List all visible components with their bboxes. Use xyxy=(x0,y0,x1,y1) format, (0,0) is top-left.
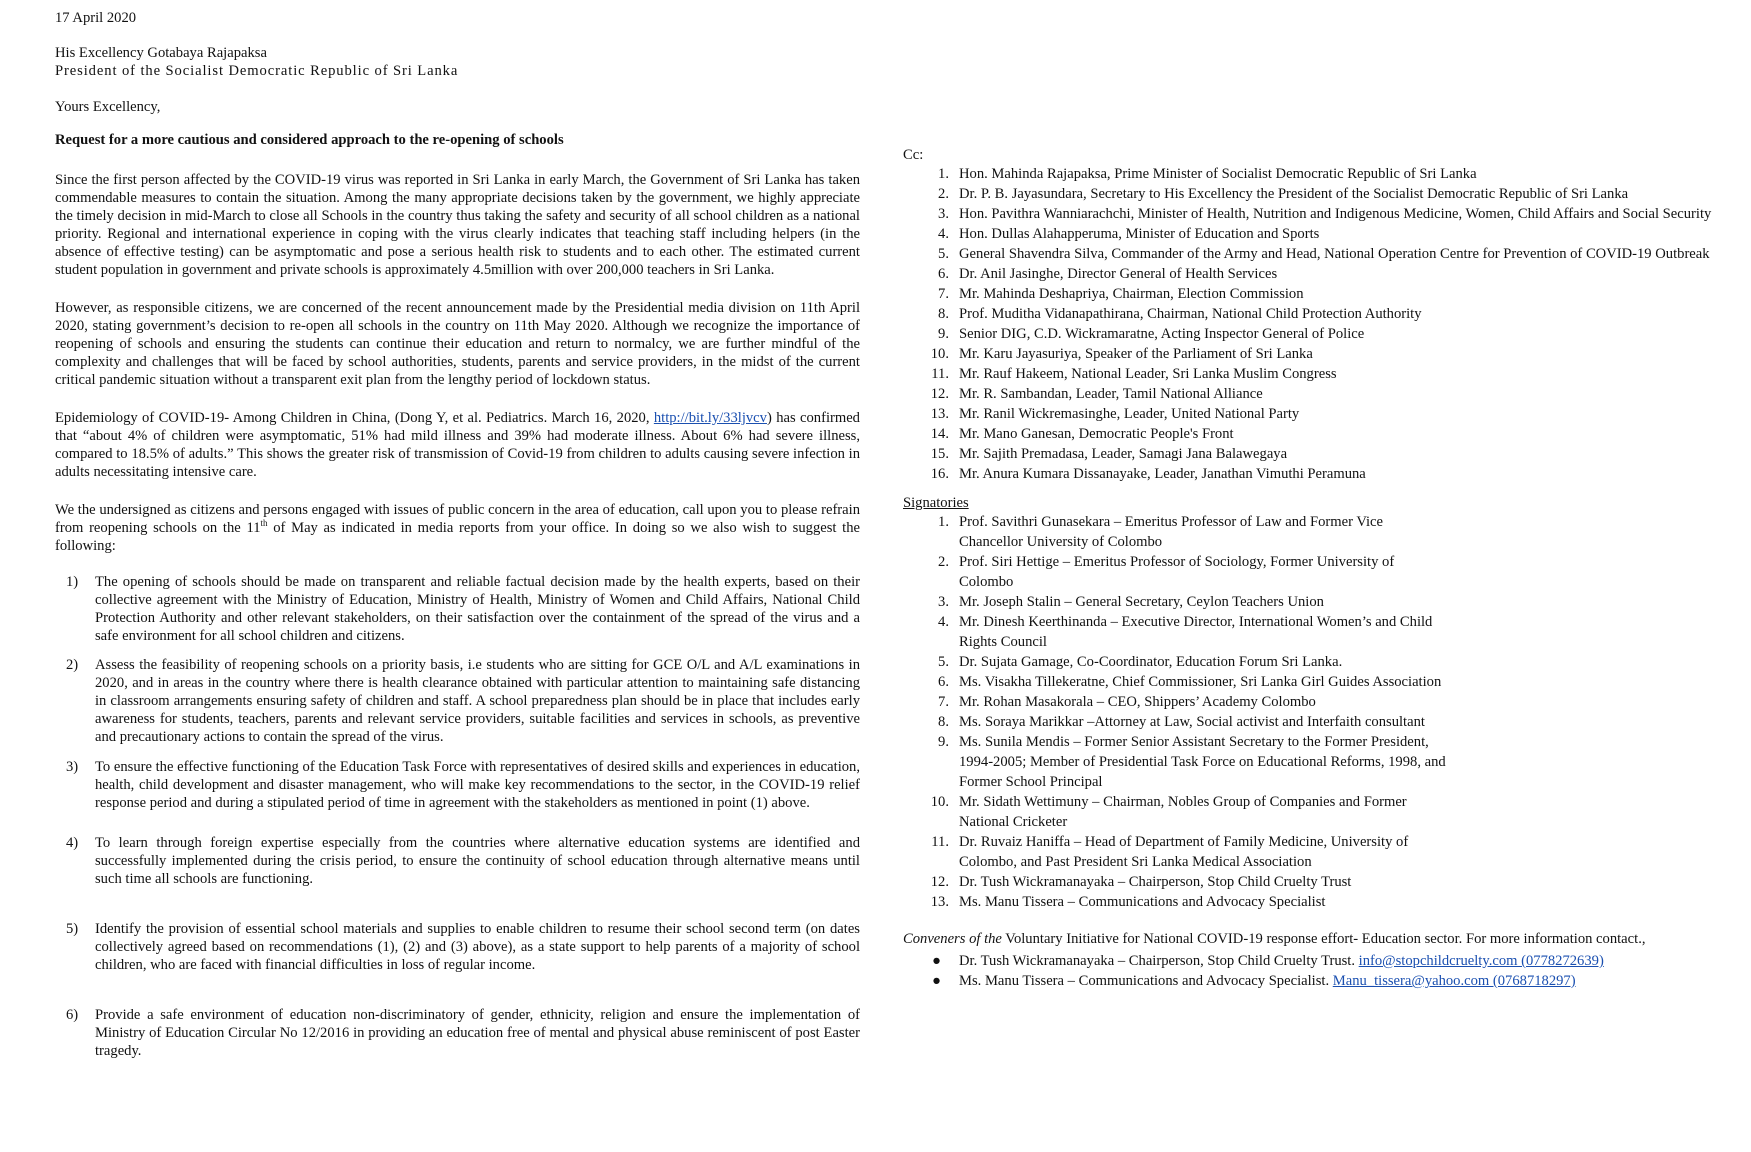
contact-email-link[interactable]: info@stopchildcruelty.com (0778272639) xyxy=(1358,953,1604,969)
cc-text: Mr. Mahinda Deshapriya, Chairman, Election Commission xyxy=(959,286,1304,302)
cc-text: Mr. Sajith Premadasa, Leader, Samagi Jana Balawegaya xyxy=(959,446,1288,462)
cc-number: 10. xyxy=(930,346,949,362)
suggestion-item xyxy=(55,1006,860,1060)
signatory-text: Mr. Dinesh Keerthinanda – Executive Director, International Women’s and Child Rights Council xyxy=(959,614,1433,650)
cc-number: 13. xyxy=(930,406,949,422)
cc-text: Hon. Dullas Alahapperuma, Minister of Education and Sports xyxy=(959,226,1320,242)
signatory-text: Dr. Sujata Gamage, Co-Coordinator, Education Forum Sri Lanka. xyxy=(959,654,1343,670)
cc-text: Prof. Muditha Vidanapathirana, Chairman, National Child Protection Authority xyxy=(959,306,1422,322)
cc-number: 3. xyxy=(938,206,949,222)
cc-item xyxy=(903,224,1723,244)
cc-item xyxy=(903,424,1723,444)
cc-number: 15. xyxy=(930,446,949,462)
cc-number: 7. xyxy=(938,286,949,302)
signatory-item xyxy=(903,512,1723,552)
suggestion-text: The opening of schools should be made on transparent and reliable factual decision made by the health experts, based on their collective agreement with the Ministry of Education, Ministry of Health, Ministry of Women and Child Affairs, National Child Protection Authority and other relevant stakeholders, on their satisfaction over the containment of the spread of the virus and a safe environment for all school children and citizens. xyxy=(95,574,860,644)
cc-text: Hon. Mahinda Rajapaksa, Prime Minister of Socialist Democratic Republic of Sri Lanka xyxy=(959,166,1477,182)
signatory-item xyxy=(903,552,1723,592)
paragraph-3-end: ) has confirmed that “about 4% of children were asymptomatic, 51% had mild illness and 39% had moderate illness. About 6% had severe illness, compared to 18.5% of adults.” This shows the greater risk of transmission of Covid-19 from children to adults causing severe infection in adults necessitating intensive care. xyxy=(55,410,860,480)
addressee-line xyxy=(55,44,860,62)
cc-text: Mr. Ranil Wickremasinghe, Leader, United National Party xyxy=(959,406,1300,422)
cc-number: 16. xyxy=(930,466,949,482)
addressee-prefix: His Excellency xyxy=(55,45,144,61)
signatories-list xyxy=(903,512,1723,912)
cc-item xyxy=(903,204,1723,224)
signatory-number: 4. xyxy=(938,614,949,630)
paragraph-4-start: We the undersigned as citizens and persons engaged with issues of public concern in the area of education, call upon you to please refrain from reopening schools on the 11 xyxy=(55,502,860,536)
cc-number: 8. xyxy=(938,306,949,322)
signatory-number: 8. xyxy=(938,714,949,730)
signatory-item xyxy=(903,732,1723,792)
cc-item xyxy=(903,444,1723,464)
contact-email-link[interactable]: Manu_tissera@yahoo.com (0768718297) xyxy=(1332,973,1576,989)
cc-text: General Shavendra Silva, Commander of the Army and Head, National Operation Centre for Prevention of COVID-19 Outbreak xyxy=(959,246,1710,262)
cc-text: Senior DIG, C.D. Wickramaratne, Acting Inspector General of Police xyxy=(959,326,1365,342)
signatory-item xyxy=(903,612,1723,652)
conveners-label: Conveners of the xyxy=(903,931,1002,947)
signatory-number: 10. xyxy=(930,794,949,810)
signatory-text: Dr. Tush Wickramanayaka – Chairperson, Stop Child Cruelty Trust xyxy=(959,874,1352,890)
contacts-list xyxy=(903,951,1723,991)
citation-link[interactable]: http://bit.ly/33ljvcv xyxy=(653,410,767,426)
cc-item xyxy=(903,384,1723,404)
signatory-number: 13. xyxy=(930,894,949,910)
cc-item xyxy=(903,344,1723,364)
cc-number: 9. xyxy=(938,326,949,342)
signatory-item xyxy=(903,712,1723,732)
cc-item xyxy=(903,304,1723,324)
contact-text xyxy=(959,971,1576,991)
signatory-item xyxy=(903,672,1723,692)
suggestion-number: 3) xyxy=(66,759,79,775)
cc-number: 1. xyxy=(938,166,949,182)
signatory-text: Mr. Rohan Masakorala – CEO, Shippers’ Academy Colombo xyxy=(959,694,1316,710)
letter-column xyxy=(55,10,860,1060)
paragraph-4 xyxy=(55,501,860,555)
cc-text: Dr. P. B. Jayasundara, Secretary to His Excellency the President of the Socialist Democratic Republic of Sri Lanka xyxy=(959,186,1629,202)
signatory-item xyxy=(903,832,1723,872)
paragraph-1: Since the first person affected by the COVID-19 virus was reported in Sri Lanka in early March, the Government of Sri Lanka has taken commendable measures to contain the situation. Among the many appropriate decisions taken by the government, we highly appreciate the timely decision in mid-March to close all Schools in the country thus taking the safety and security of all school children as a national priority. Regional and international experience in coping with the virus clearly indicates that teaching staff including helpers (in the absence of effective testing) can be asymptomatic and pose a serious health risk to students and to each other. The estimated current student population in government and private schools is approximately 4.5million with over 200,000 teachers in Sri Lanka. xyxy=(55,172,860,278)
signatory-text: Prof. Savithri Gunasekara – Emeritus Professor of Law and Former Vice Chancellor University of Colombo xyxy=(959,514,1383,550)
paragraph-3 xyxy=(55,409,860,481)
salutation: Yours Excellency, xyxy=(55,99,161,115)
cc-number: 11. xyxy=(931,366,949,382)
cc-heading: Cc: xyxy=(903,147,924,163)
cc-item xyxy=(903,244,1723,264)
contact-text xyxy=(959,951,1604,971)
cc-number: 5. xyxy=(938,246,949,262)
contact-name: Ms. Manu Tissera – Communications and Advocacy Specialist. xyxy=(959,973,1333,989)
signatory-item xyxy=(903,592,1723,612)
suggestion-number: 4) xyxy=(66,835,79,851)
signatory-number: 12. xyxy=(930,874,949,890)
letter-subject: Request for a more cautious and considered approach to the re-opening of schools xyxy=(55,132,564,148)
signatory-text: Ms. Sunila Mendis – Former Senior Assistant Secretary to the Former President, 1994-2005; Member of Presidential Task Force on Educational Reforms, 1998, and Former School Principal xyxy=(959,734,1446,790)
cc-number: 6. xyxy=(938,266,949,282)
contact-name: Dr. Tush Wickramanayaka – Chairperson, Stop Child Cruelty Trust. xyxy=(959,953,1359,969)
paragraph-4-end: of May as indicated in media reports from your office. In doing so we also wish to suggest the following: xyxy=(55,520,860,554)
cc-item xyxy=(903,164,1723,184)
cc-number: 12. xyxy=(930,386,949,402)
addressee-title: President of the Socialist Democratic Republic of Sri Lanka xyxy=(55,63,459,79)
suggestion-item xyxy=(55,920,860,974)
signatory-number: 9. xyxy=(938,734,949,750)
cc-number: 14. xyxy=(930,426,949,442)
suggestion-item xyxy=(55,573,860,645)
addressee-name: Gotabaya Rajapaksa xyxy=(147,45,267,61)
signatory-text: Mr. Sidath Wettimuny – Chairman, Nobles Group of Companies and Former National Cricketer xyxy=(959,794,1407,830)
cc-item xyxy=(903,184,1723,204)
cc-text: Mr. Anura Kumara Dissanayake, Leader, Janathan Vimuthi Peramuna xyxy=(959,466,1366,482)
signatory-number: 7. xyxy=(938,694,949,710)
signatory-text: Ms. Soraya Marikkar –Attorney at Law, Social activist and Interfaith consultant xyxy=(959,714,1425,730)
cc-text: Dr. Anil Jasinghe, Director General of Health Services xyxy=(959,266,1278,282)
cc-text: Mr. Mano Ganesan, Democratic People's Front xyxy=(959,426,1234,442)
signatory-text: Dr. Ruvaiz Haniffa – Head of Department of Family Medicine, University of Colombo, and Past President Sri Lanka Medical Association xyxy=(959,834,1409,870)
signatory-number: 5. xyxy=(938,654,949,670)
signatory-item xyxy=(903,872,1723,892)
signatory-item xyxy=(903,792,1723,832)
ordinal-suffix: th xyxy=(260,518,268,529)
suggestion-text: Assess the feasibility of reopening schools on a priority basis, i.e students who are sitting for GCE O/L and A/L examinations in 2020, and in areas in the country where there is health clearance obtained with particular attention to maintaining safe distancing in classroom arrangements ensuring safety of children and staff. A school preparedness plan should be in place that includes early awareness for students, teachers, parents and relevant service providers, suitable facilities and services in schools, as preventive and precautionary actions to contain the spread of the virus. xyxy=(95,657,860,745)
paragraph-3-start: Epidemiology of COVID-19- Among Children in China, (Dong Y, et al. Pediatrics. March 16, 2020, xyxy=(55,410,654,426)
letter-date: 17 April 2020 xyxy=(55,10,137,26)
signatory-number: 6. xyxy=(938,674,949,690)
cc-text: Mr. Karu Jayasuriya, Speaker of the Parliament of Sri Lanka xyxy=(959,346,1313,362)
signatory-text: Mr. Joseph Stalin – General Secretary, Ceylon Teachers Union xyxy=(959,594,1324,610)
suggestion-number: 2) xyxy=(66,657,79,673)
cc-text: Mr. R. Sambandan, Leader, Tamil National Alliance xyxy=(959,386,1263,402)
cc-item xyxy=(903,464,1723,484)
signatory-number: 1. xyxy=(938,514,949,530)
bullet-icon: ● xyxy=(932,973,941,989)
conveners-intro xyxy=(903,929,1723,949)
signatory-text: Prof. Siri Hettige – Emeritus Professor of Sociology, Former University of Colombo xyxy=(959,554,1395,590)
suggestion-text: To ensure the effective functioning of the Education Task Force with representatives of desired skills and experiences in education, health, child development and disaster management, who will make key recommendations to the sector, in the COVID-19 relief response period and during a stipulated period of time in agreement with the stakeholders as mentioned in point (1) above. xyxy=(95,759,860,811)
cc-text: Mr. Rauf Hakeem, National Leader, Sri Lanka Muslim Congress xyxy=(959,366,1337,382)
signatory-number: 2. xyxy=(938,554,949,570)
cc-number: 2. xyxy=(938,186,949,202)
suggestion-number: 5) xyxy=(66,921,79,937)
cc-item xyxy=(903,364,1723,384)
suggestion-text: Identify the provision of essential school materials and supplies to enable children to resume their school second term (on dates collectively agreed based on recommendations (1), (2) and (3) above), as a state support to help parents of a majority of school children, who are faced with financial difficulties in loss of regular income. xyxy=(95,921,860,973)
suggestion-text: Provide a safe environment of education non-discriminatory of gender, ethnicity, religion and ensure the implementation of Ministry of Education Circular No 12/2016 in providing an education free of mental and physical abuse reminiscent of post Easter tragedy. xyxy=(95,1007,860,1059)
signatories-heading: Signatories xyxy=(903,495,969,511)
cc-text: Hon. Pavithra Wanniarachchi, Minister of Health, Nutrition and Indigenous Medicine, Women, Child Affairs and Social Security xyxy=(959,206,1712,222)
signatory-item xyxy=(903,692,1723,712)
signatory-number: 11. xyxy=(931,834,949,850)
cc-number: 4. xyxy=(938,226,949,242)
signatory-text: Ms. Visakha Tillekeratne, Chief Commissioner, Sri Lanka Girl Guides Association xyxy=(959,674,1442,690)
cc-list xyxy=(903,164,1723,484)
cc-item xyxy=(903,324,1723,344)
conveners-description: Voluntary Initiative for National COVID-19 response effort- Education sector. For more information contact., xyxy=(1001,931,1646,947)
suggestion-text: To learn through foreign expertise especially from the countries where alternative education systems are identified and successfully implemented during the crisis period, to ensure the continuity of school education through alternative means until such time all schools are functioning. xyxy=(95,835,860,887)
cc-item xyxy=(903,404,1723,424)
suggestions-list xyxy=(55,573,860,1060)
contact-item xyxy=(903,951,1723,971)
paragraph-2: However, as responsible citizens, we are concerned of the recent announcement made by the Presidential media division on 11th April 2020, stating government’s decision to re-open all schools in the country on 11th May 2020. Although we recognize the importance of reopening of schools and ensuring the students can continue their education and return to normalcy, we are further mindful of the complexity and challenges that will be faced by school authorities, students, parents and service providers, in the midst of the current critical pandemic situation without a transparent exit plan from the lengthy period of lockdown status. xyxy=(55,300,860,388)
cc-item xyxy=(903,264,1723,284)
suggestion-item xyxy=(55,834,860,888)
signatory-item xyxy=(903,892,1723,912)
suggestion-item xyxy=(55,656,860,746)
recipients-column xyxy=(903,146,1723,991)
signatory-number: 3. xyxy=(938,594,949,610)
suggestion-number: 1) xyxy=(66,574,79,590)
signatory-item xyxy=(903,652,1723,672)
bullet-icon: ● xyxy=(932,953,941,969)
suggestion-number: 6) xyxy=(66,1007,79,1023)
cc-item xyxy=(903,284,1723,304)
suggestion-item xyxy=(55,758,860,812)
contact-item xyxy=(903,971,1723,991)
signatory-text: Ms. Manu Tissera – Communications and Advocacy Specialist xyxy=(959,894,1326,910)
